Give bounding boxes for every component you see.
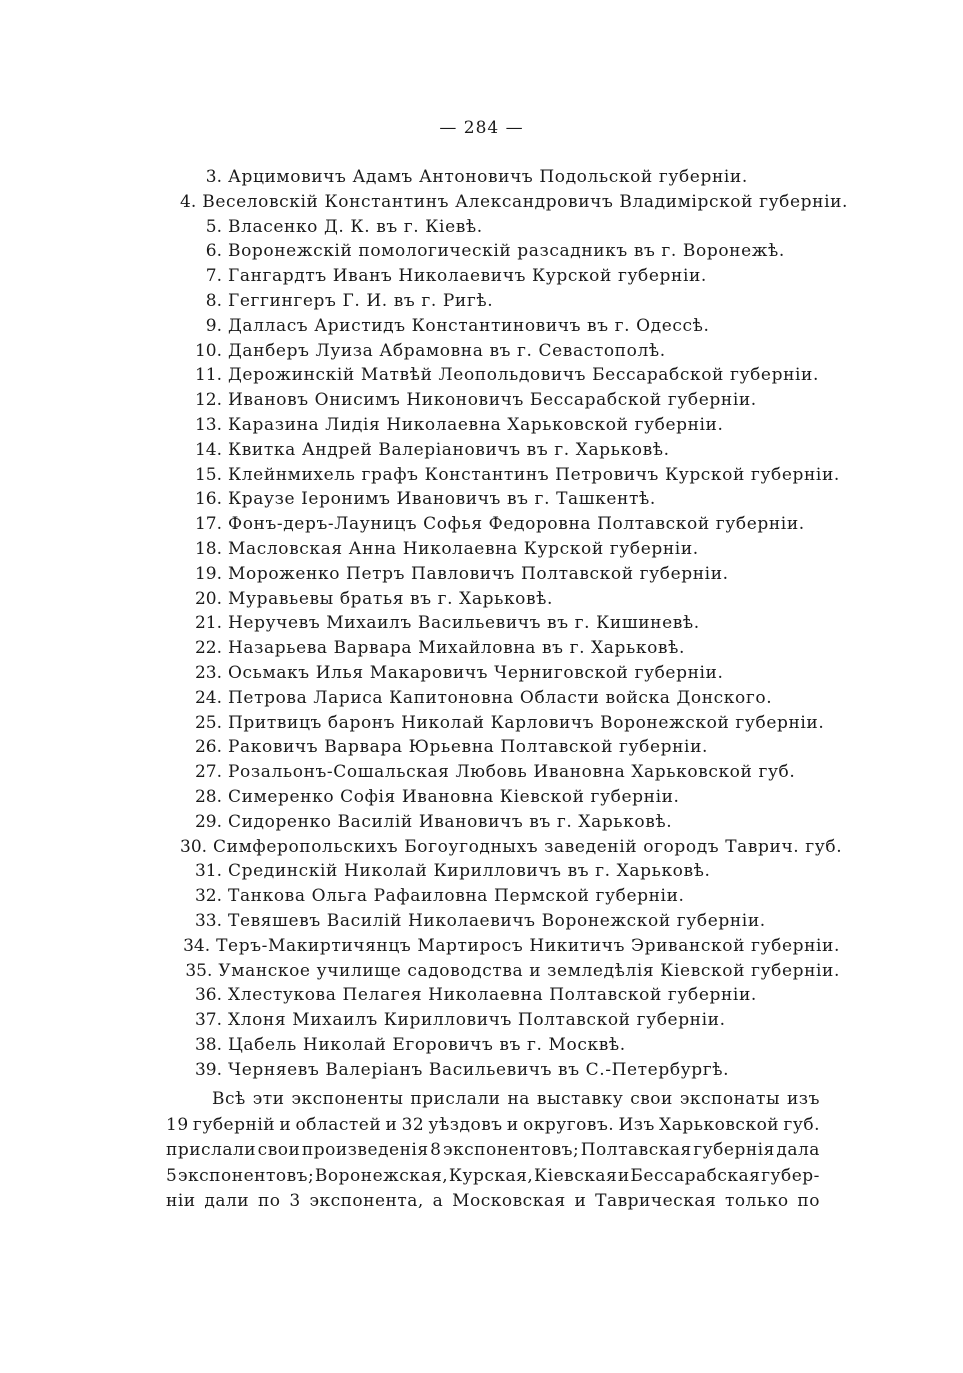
entry-number: 19. xyxy=(194,563,222,584)
entry-number: 26. xyxy=(194,737,222,758)
list-item xyxy=(180,909,840,934)
entry-number: 14. xyxy=(194,439,222,460)
summary-paragraph xyxy=(166,1087,820,1215)
list-item xyxy=(180,711,840,736)
entry-text: Дерожинскій Матвѣй Леопольдовичъ Бессарабской губерніи. xyxy=(228,365,819,386)
list-item xyxy=(180,438,840,463)
summary-word: губерній xyxy=(192,1114,276,1135)
summary-word: эти xyxy=(252,1089,285,1109)
summary-word: Харьковской xyxy=(659,1114,780,1135)
entry-number: 37. xyxy=(194,1010,222,1031)
entry-text: Раковичъ Варвара Юрьевна Полтавской губерніи. xyxy=(228,737,709,758)
entry-number: 4. xyxy=(180,191,197,212)
summary-word: Изъ xyxy=(618,1114,655,1135)
entry-number: 9. xyxy=(205,315,222,336)
list-item xyxy=(180,215,840,240)
list-item xyxy=(180,239,840,264)
list-item xyxy=(180,1008,840,1033)
list-item xyxy=(180,859,840,884)
list-item xyxy=(180,363,840,388)
entry-text: Краузе Іеронимъ Ивановичъ въ г. Ташкентѣ. xyxy=(228,489,656,510)
summary-word: и xyxy=(506,1114,519,1135)
entry-number: 20. xyxy=(194,588,222,609)
summary-word: Бессарабская xyxy=(630,1165,761,1186)
entry-number: 11. xyxy=(194,365,222,386)
summary-word: изъ xyxy=(786,1089,820,1109)
summary-word: прислали xyxy=(166,1140,257,1160)
summary-word: Кіевская xyxy=(533,1165,618,1186)
list-item xyxy=(180,810,840,835)
entry-text: Танкова Ольга Рафаиловна Пермской губерніи. xyxy=(228,886,685,907)
entry-text: Квитка Андрей Валеріановичъ въ г. Харьковѣ. xyxy=(228,439,670,460)
entry-text: Притвицъ баронъ Николай Карловичъ Воронежской губерніи. xyxy=(228,712,825,733)
entry-number: 31. xyxy=(194,861,222,882)
entry-text: Цабель Николай Егоровичъ въ г. Москвѣ. xyxy=(228,1034,626,1055)
summary-line xyxy=(166,1164,820,1190)
summary-word: экспонаты xyxy=(679,1089,780,1109)
summary-word: Московская xyxy=(452,1191,566,1211)
entry-text: Далласъ Аристидъ Константиновичъ въ г. Одессѣ. xyxy=(228,315,710,336)
summary-word: и xyxy=(385,1114,398,1135)
summary-word: экспонентовъ; xyxy=(442,1140,580,1160)
summary-word: 3 xyxy=(289,1191,301,1211)
entry-number: 5. xyxy=(205,216,222,237)
entry-number: 21. xyxy=(194,613,222,634)
summary-word: произведенія xyxy=(301,1140,429,1160)
entry-text: Симеренко Софія Ивановна Кіевской губерніи. xyxy=(228,786,680,807)
entry-number: 36. xyxy=(194,985,222,1006)
entry-number: 35. xyxy=(185,960,213,981)
entry-text: Данберъ Луиза Абрамовна въ г. Севастополѣ. xyxy=(228,340,666,361)
summary-word: экспонента, xyxy=(309,1191,424,1211)
entry-number: 24. xyxy=(194,687,222,708)
entry-number: 27. xyxy=(194,762,222,783)
entry-number: 38. xyxy=(194,1034,222,1055)
list-item xyxy=(180,1058,840,1083)
summary-word: Воронежская, xyxy=(314,1165,449,1186)
list-item xyxy=(180,884,840,909)
summary-word: областей xyxy=(295,1114,382,1135)
list-item xyxy=(180,388,840,413)
list-item xyxy=(180,686,840,711)
summary-line xyxy=(166,1138,820,1164)
exhibitor-list xyxy=(180,165,849,1082)
entry-number: 12. xyxy=(194,390,222,411)
list-item xyxy=(180,1033,840,1058)
entry-text: Теръ-Макиртичянцъ Мартиросъ Никитичъ Эриванской губерніи. xyxy=(216,935,840,956)
entry-number: 8. xyxy=(205,290,222,311)
list-item xyxy=(180,463,840,488)
list-item xyxy=(180,959,840,984)
summary-word: Полтавская xyxy=(580,1140,692,1160)
entry-number: 3. xyxy=(205,167,222,187)
summary-word: губер- xyxy=(761,1165,820,1186)
entry-number: 28. xyxy=(194,786,222,807)
summary-word: 8 xyxy=(430,1140,442,1160)
summary-word: прислали xyxy=(410,1089,501,1109)
entry-number: 30. xyxy=(180,836,208,857)
entry-text: Сидоренко Василій Ивановичъ въ г. Харьковѣ. xyxy=(228,811,673,832)
summary-word: дала xyxy=(776,1140,820,1160)
summary-line xyxy=(166,1113,820,1139)
entry-number: 22. xyxy=(194,638,222,659)
list-item xyxy=(180,264,840,289)
summary-word: губернія xyxy=(693,1140,775,1160)
entry-text: Розальонъ-Сошальская Любовь Ивановна Харьковской губ. xyxy=(228,762,796,783)
entry-text: Веселовскій Константинъ Александровичъ Владимірской губерніи. xyxy=(202,191,849,212)
entry-text: Фонъ-деръ-Лауницъ Софья Федоровна Полтавской губерніи. xyxy=(228,514,805,535)
entry-number: 32. xyxy=(194,886,222,907)
summary-word: на xyxy=(507,1089,530,1109)
summary-word: а xyxy=(432,1191,444,1211)
entry-text: Осьмакъ Илья Макаровичъ Черниговской губерніи. xyxy=(228,662,724,683)
list-item xyxy=(180,289,840,314)
entry-number: 17. xyxy=(194,514,222,535)
list-item xyxy=(180,165,840,190)
entry-number: 6. xyxy=(205,241,222,262)
entry-text: Симферопольскихъ Богоугодныхъ заведеній огородъ Таврич. губ. xyxy=(213,836,843,857)
entry-number: 33. xyxy=(194,910,222,931)
entry-number: 29. xyxy=(194,811,222,832)
entry-text: Воронежскій помологическій разсадникъ въ г. Воронежѣ. xyxy=(228,241,785,262)
summary-word: выставку xyxy=(536,1089,624,1109)
summary-word: и xyxy=(617,1165,630,1186)
summary-word: 19 xyxy=(166,1114,189,1135)
entry-text: Мороженко Петръ Павловичъ Полтавской губерніи. xyxy=(228,563,729,584)
entry-text: Срединскій Николай Кирилловичъ въ г. Харьковѣ. xyxy=(228,861,711,882)
entry-text: Арцимовичъ Адамъ Антоновичъ Подольской губерніи. xyxy=(228,167,748,187)
entry-number: 34. xyxy=(183,935,211,956)
summary-word: 5 xyxy=(166,1165,178,1186)
list-item xyxy=(180,934,840,959)
entry-text: Масловская Анна Николаевна Курской губерніи. xyxy=(228,538,699,559)
summary-word: по xyxy=(257,1191,281,1211)
list-item xyxy=(180,314,840,339)
entry-text: Каразина Лидія Николаевна Харьковской губерніи. xyxy=(228,414,724,435)
entry-text: Гангардтъ Иванъ Николаевичъ Курской губерніи. xyxy=(228,266,707,287)
entry-text: Уманское училище садоводства и земледѣлія Кіевской губерніи. xyxy=(218,960,840,981)
entry-text: Тевяшевъ Василій Николаевичъ Воронежской губерніи. xyxy=(228,910,766,931)
summary-word: экспоненты xyxy=(291,1089,404,1109)
entry-number: 23. xyxy=(194,662,222,683)
summary-word: 32 xyxy=(401,1114,425,1135)
summary-word: и xyxy=(574,1191,587,1211)
entry-text: Ивановъ Онисимъ Никоновичъ Бессарабской губерніи. xyxy=(228,390,757,411)
summary-word: губ. xyxy=(783,1114,820,1135)
summary-word: дали xyxy=(204,1191,250,1211)
list-item xyxy=(180,339,840,364)
entry-text: Власенко Д. К. въ г. Кіевѣ. xyxy=(228,216,483,237)
summary-word: ніи xyxy=(166,1191,196,1211)
summary-word: по xyxy=(797,1191,820,1211)
summary-word: свои xyxy=(257,1140,301,1160)
entry-text: Клейнмихель графъ Константинъ Петровичъ Курской губерніи. xyxy=(228,464,840,485)
entry-text: Муравьевы братья въ г. Харьковѣ. xyxy=(228,588,554,609)
summary-word: экспонентовъ; xyxy=(178,1165,315,1186)
list-item xyxy=(180,735,840,760)
list-item xyxy=(180,661,840,686)
list-item xyxy=(180,835,843,860)
list-item xyxy=(180,487,840,512)
entry-number: 16. xyxy=(194,489,222,510)
list-item xyxy=(180,760,840,785)
entry-text: Петрова Лариса Капитоновна Области войска Донского. xyxy=(228,687,773,708)
summary-word: Курская, xyxy=(448,1165,534,1186)
summary-word: только xyxy=(725,1191,789,1211)
summary-line xyxy=(166,1189,820,1215)
entry-text: Хлоня Михаилъ Кирилловичъ Полтавской губерніи. xyxy=(228,1010,726,1031)
entry-number: 15. xyxy=(194,464,222,485)
list-item xyxy=(180,785,840,810)
entry-number: 39. xyxy=(194,1059,222,1080)
entry-text: Назарьева Варвара Михайловна въ г. Харьковѣ. xyxy=(228,638,685,659)
list-item xyxy=(180,611,840,636)
entry-text: Неручевъ Михаилъ Васильевичъ въ г. Кишиневѣ. xyxy=(228,613,700,634)
list-item xyxy=(180,537,840,562)
entry-text: Геггингеръ Г. И. въ г. Ригѣ. xyxy=(228,290,494,311)
summary-word: уѣздовъ xyxy=(428,1114,503,1135)
summary-word: и xyxy=(279,1114,292,1135)
entry-number: 10. xyxy=(194,340,222,361)
entry-text: Черняевъ Валеріанъ Васильевичъ въ С.-Петербургѣ. xyxy=(228,1059,730,1080)
summary-line xyxy=(166,1087,820,1113)
list-item xyxy=(180,562,840,587)
list-item xyxy=(180,512,840,537)
summary-word: свои xyxy=(630,1089,673,1109)
summary-word: округовъ. xyxy=(522,1114,615,1135)
list-item xyxy=(180,636,840,661)
entry-text: Хлестукова Пелагея Николаевна Полтавской губерніи. xyxy=(228,985,757,1006)
list-item xyxy=(180,983,840,1008)
entry-number: 7. xyxy=(205,266,222,287)
entry-number: 18. xyxy=(194,538,222,559)
summary-word: Таврическая xyxy=(595,1191,717,1211)
page-number: — 284 — xyxy=(439,118,524,138)
list-item xyxy=(180,190,849,215)
entry-number: 25. xyxy=(194,712,222,733)
entry-number: 13. xyxy=(194,414,222,435)
list-item xyxy=(180,587,840,612)
summary-word: Всѣ xyxy=(212,1089,246,1109)
list-item xyxy=(180,413,840,438)
